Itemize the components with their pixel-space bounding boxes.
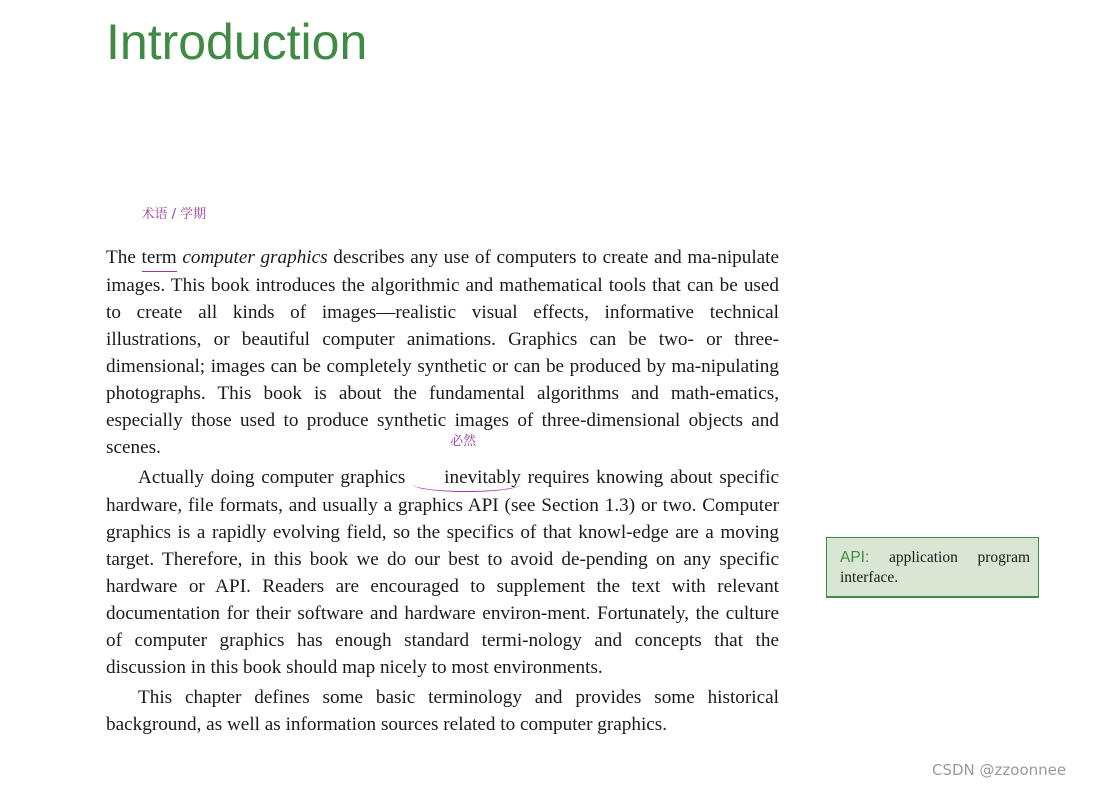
margin-note-api <box>826 537 1039 598</box>
emphasized-computer-graphics: computer graphics <box>182 247 328 268</box>
annotation-inevitably-note: 必然 <box>450 434 477 449</box>
paragraph-2 <box>106 434 780 681</box>
paragraph-2-start: Actually doing computer graphics <box>138 467 406 488</box>
annotation-term-note: 术语 / 学期 <box>141 207 207 222</box>
paragraph-1-start: The <box>106 247 136 268</box>
margin-note-term: API: <box>840 549 870 566</box>
paragraph-1-rest: describes any use of computers to create and ma-nipulate images. This book introduces the algorithmic and mathematical tools that can be used to create all kinds of images—realistic visual effects, informative technical illustrations, or beautiful computer animations. Graphics can be two- or three-dimensional; images can be completely synthetic or can be produced by ma-nipulating photographs. This book is about the fundamental algorithms and math-ematics, especially those used to produce synthetic images of three-dimensional objects and scenes. <box>106 247 780 458</box>
chapter-title: Introduction <box>106 14 368 70</box>
margin-note-definition: application program interface. <box>840 549 1030 586</box>
paragraph-2-rest: requires knowing about specific hardware, file formats, and usually a graphics API (see Section 1.3) or two. Computer graphics is a rapidly evolving field, so the specifics of that knowl-edge are a moving target. Therefore, in this book we do our best to avoid de-pending on any specific hardware or API. Readers are encouraged to supplement the text with relevant documentation for their software and hardware environ-ment. Fortunately, the culture of computer graphics has enough standard termi-nology and concepts that the discussion in this book should map nicely to most environments. <box>106 467 780 678</box>
chapter-body <box>106 207 780 738</box>
watermark: CSDN @zzoonnee <box>932 761 1067 779</box>
annotated-word-inevitably <box>412 434 521 492</box>
term-word: term <box>141 247 177 268</box>
paragraph-3: This chapter defines some basic terminology and provides some historical background, as well as information sources related to computer graphics. <box>106 687 779 735</box>
paragraph-1 <box>106 207 780 461</box>
annotated-word-term <box>141 207 207 272</box>
inevitably-word: inevitably <box>444 467 521 488</box>
